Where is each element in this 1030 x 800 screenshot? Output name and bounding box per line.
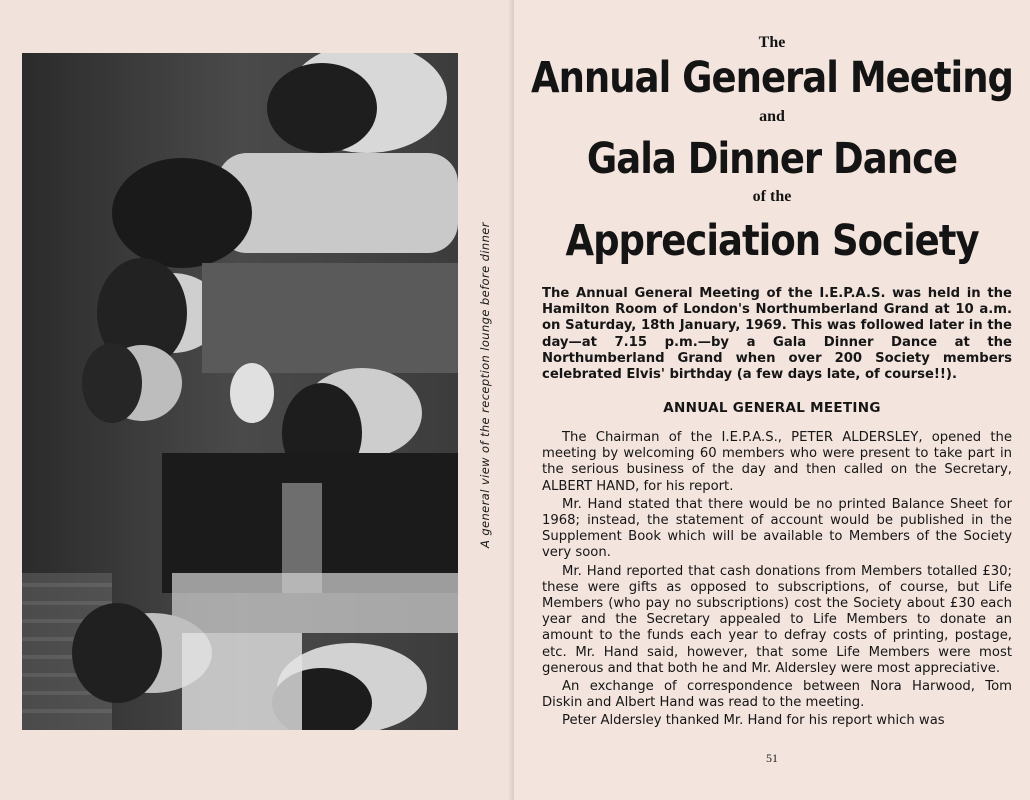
section-heading: ANNUAL GENERAL MEETING <box>663 400 881 416</box>
heading-and: and <box>759 108 785 125</box>
article-body <box>542 430 1012 730</box>
heading-appreciation-society: Appreciation Society <box>565 215 979 266</box>
paragraph-correspondence: An exchange of correspondence between Nora Harwood, Tom Diskin and Albert Hand was read to the meeting. <box>542 679 1012 711</box>
photo-caption: A general view of the reception lounge before dinner <box>478 222 492 548</box>
right-page <box>514 0 1030 800</box>
left-page <box>0 0 514 800</box>
paragraph-donations: Mr. Hand reported that cash donations from Members totalled £30; these were gifts as opposed to subscriptions, of course, but Life Members (who pay no subscriptions) cost the Society about £30 each year and the Secretary appealed to Life Members to donate an amount to the funds each year to defray costs of printing, postage, etc. Mr. Hand said, however, that some Life Members were most generous and that both he and Mr. Aldersley were most appreciative. <box>542 563 1012 676</box>
paragraph-thanks: Peter Aldersley thanked Mr. Hand for his report which was <box>562 713 945 729</box>
intro-paragraph <box>542 286 1012 383</box>
heading-gala-dinner-dance: Gala Dinner Dance <box>586 133 958 184</box>
heading-annual-general-meeting: Annual General Meeting <box>530 52 1014 103</box>
paragraph-chairman: The Chairman of the I.E.P.A.S., PETER ALDERSLEY, opened the meeting by welcoming 60 members who were present to take part in the serious business of the day and then called on the Secretary, ALBERT HAND, for his report. <box>542 430 1012 494</box>
heading-the: The <box>758 34 786 51</box>
page-number: 51 <box>766 751 778 765</box>
heading-of-the: of the <box>752 188 792 205</box>
intro-text: The Annual General Meeting of the I.E.P.A.S. was held in the Hamilton Room of London's Northumberland Grand at 10 a.m. on Saturday, 18th January, 1969. This was followed later in the day—at 7.15 p.m.—by a Gala Dinner Dance at the Northumberland Grand when over 200 Society members celebrated Elvis' birthday (a few days late, of course!!). <box>542 286 1012 383</box>
photo-illustration <box>22 53 458 730</box>
reception-lounge-photo <box>22 53 458 730</box>
paragraph-balance-sheet: Mr. Hand stated that there would be no printed Balance Sheet for 1968; instead, the statement of account would be published in the Supplement Book which will be available to Members of the Society very soon. <box>542 496 1012 561</box>
